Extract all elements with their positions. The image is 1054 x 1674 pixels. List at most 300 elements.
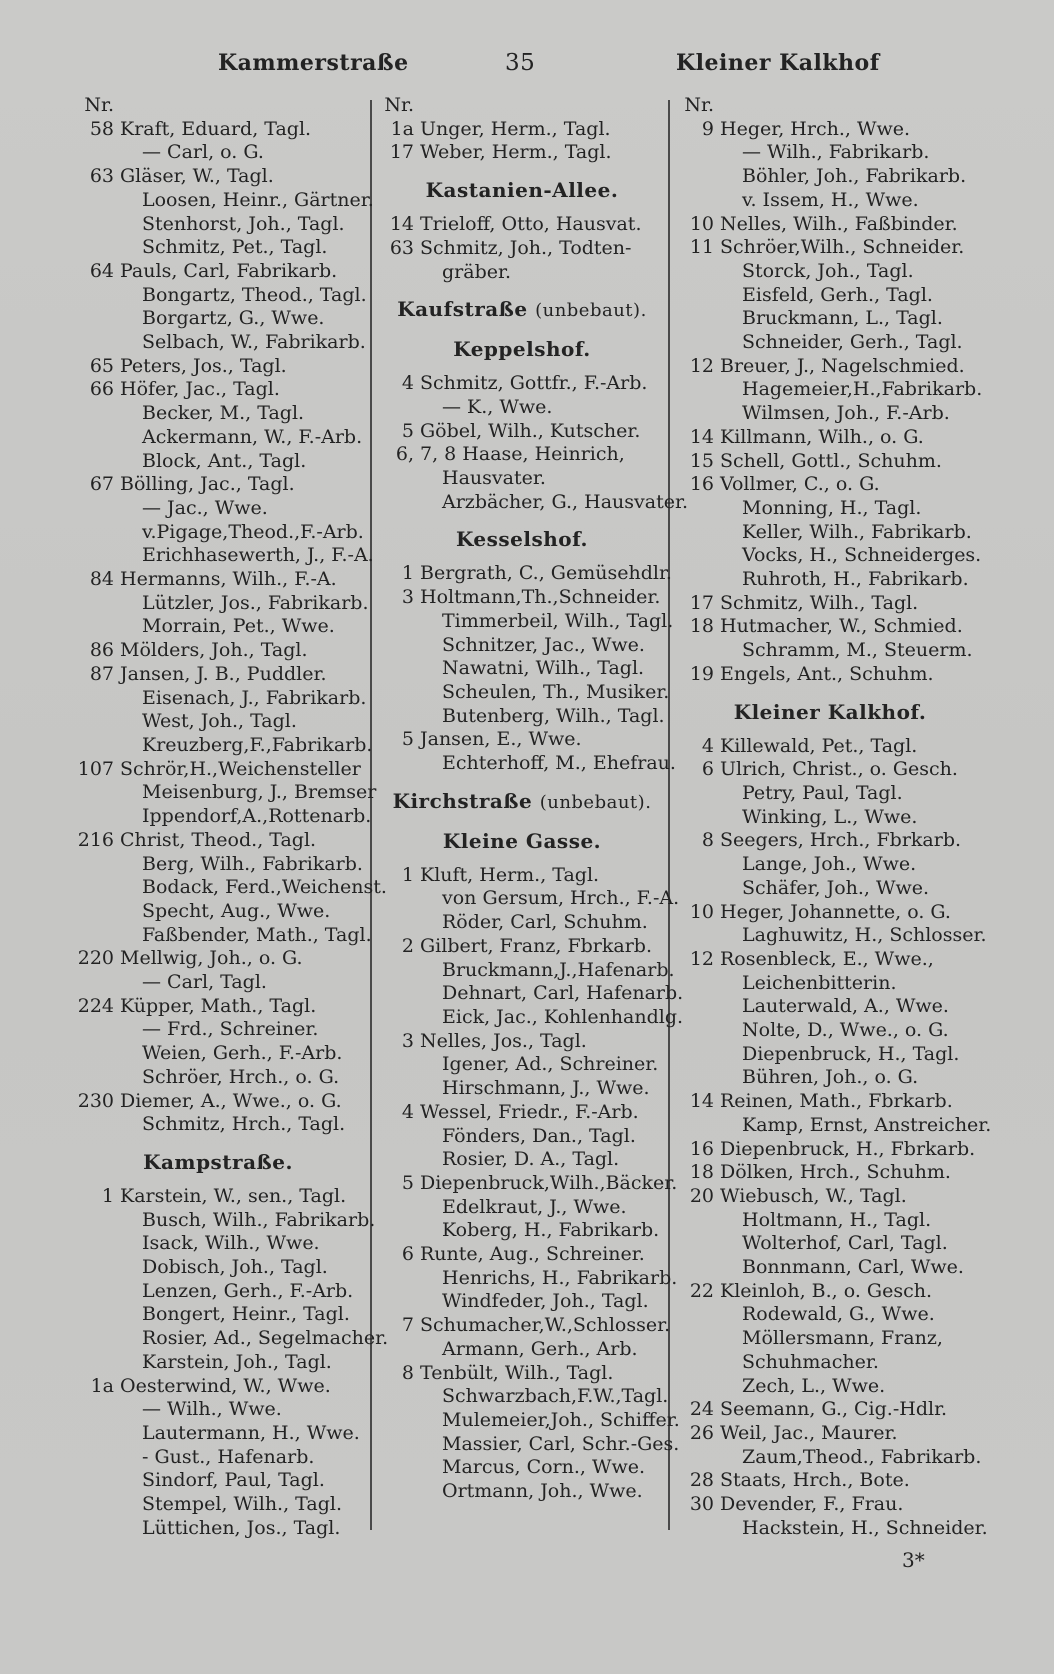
list-item [70, 1493, 366, 1517]
house-number [380, 1456, 420, 1480]
list-item [680, 1446, 980, 1470]
list-item [380, 1219, 664, 1243]
house-number: 64 [89, 259, 114, 282]
house-number [70, 1209, 120, 1233]
resident-entry: Bongert, Heinr., Tagl. [142, 1303, 350, 1326]
house-number: 18 [689, 615, 714, 638]
house-number: 84 [89, 568, 114, 591]
list-item [380, 728, 664, 752]
house-number: 14 [689, 425, 714, 448]
section-heading [380, 828, 664, 854]
section-title: Kleiner Kalkhof. [733, 699, 927, 724]
resident-entry: Lautermann, H., Wwe. [142, 1421, 360, 1444]
house-number: 6 [701, 758, 714, 781]
list-item [380, 1101, 664, 1125]
section-note: (unbebaut). [535, 300, 647, 322]
list-item [380, 864, 664, 888]
house-number: Nr. [384, 94, 414, 116]
house-number [380, 1006, 420, 1030]
house-number [680, 402, 720, 426]
resident-entry: Wilmsen, Joh., F.-Arb. [742, 402, 950, 425]
house-number [70, 1493, 120, 1517]
house-number: 1 [401, 562, 414, 585]
page-number: 35 [505, 50, 536, 76]
house-number [70, 924, 120, 948]
list-item [680, 355, 980, 379]
list-item [680, 972, 980, 996]
list-item [680, 426, 980, 450]
list-item [680, 307, 980, 331]
list-item [380, 420, 664, 444]
house-number [380, 261, 420, 285]
list-item [70, 355, 366, 379]
house-number [70, 497, 120, 521]
resident-entry: Nelles, Jos., Tagl. [420, 1029, 587, 1052]
house-number [70, 544, 120, 568]
house-number: 5 [401, 419, 414, 442]
list-item [70, 663, 366, 687]
resident-entry: Stenhorst, Joh., Tagl. [142, 212, 345, 235]
list-item [70, 378, 366, 402]
resident-entry: Arzbächer, G., Hausvater. [442, 490, 688, 513]
list-item [70, 307, 366, 331]
list-item [70, 118, 366, 142]
house-number: 4 [701, 734, 714, 757]
resident-entry: Edelkraut, J., Wwe. [442, 1195, 627, 1218]
list-item [680, 1280, 980, 1304]
resident-entry: 7, 8 Haase, Heinrich, [420, 443, 625, 466]
list-item [680, 1422, 980, 1446]
resident-entry: Schmitz, Gottfr., F.-Arb. [420, 372, 648, 395]
list-item [680, 1398, 980, 1422]
house-number: 216 [77, 828, 114, 851]
house-number: Nr. [684, 94, 714, 116]
resident-entry: Bergrath, C., Gemüsehdlr. [420, 562, 672, 585]
house-number [680, 1043, 720, 1067]
list-item [680, 901, 980, 925]
house-number: 5 [401, 728, 414, 751]
house-number: 9 [701, 117, 714, 140]
house-number [380, 396, 420, 420]
resident-entry: Rosenbleck, E., Wwe., [720, 947, 934, 970]
list-item [380, 887, 680, 911]
resident-entry: Wiebusch, W., Tagl. [720, 1184, 907, 1207]
column-3 [680, 94, 992, 1540]
section-heading [380, 296, 664, 324]
list-item [70, 1232, 366, 1256]
list-item [380, 118, 664, 142]
resident-entry: Hermanns, Wilh., F.-A. [120, 568, 337, 591]
resident-entry: Nawatni, Wilh., Tagl. [442, 657, 645, 680]
house-number: 58 [89, 117, 114, 140]
house-number: 14 [689, 1090, 714, 1113]
house-number [680, 378, 720, 402]
house-number [380, 657, 420, 681]
list-item [680, 331, 980, 355]
house-number: 6 [401, 1243, 414, 1266]
signature-mark: 3* [902, 1548, 925, 1572]
list-item [680, 521, 980, 545]
house-number [680, 1303, 720, 1327]
list-item [380, 1077, 664, 1101]
list-item [380, 1053, 664, 1077]
list-item [680, 663, 980, 687]
resident-entry [720, 94, 980, 118]
list-item [70, 1185, 366, 1209]
resident-entry: Dobisch, Joh., Tagl. [142, 1256, 328, 1279]
house-number: 67 [89, 473, 114, 496]
resident-entry: Erichhasewerth, J., F.-A. [142, 544, 374, 567]
resident-entry: Sindorf, Paul, Tagl. [142, 1469, 325, 1492]
resident-entry: Diemer, A., Wwe., o. G. [120, 1089, 342, 1112]
list-item [380, 372, 664, 396]
resident-entry: Echterhoff, M., Ehefrau. [442, 752, 676, 775]
house-number: 5 [401, 1171, 414, 1194]
list-item [680, 378, 983, 402]
list-item [380, 1196, 664, 1220]
list-item [70, 1398, 366, 1422]
list-item [680, 1232, 980, 1256]
resident-entry: Rosier, Ad., Segelmacher. [142, 1327, 389, 1350]
house-number [70, 141, 120, 165]
resident-entry: Schnitzer, Jac., Wwe. [442, 633, 645, 656]
list-item [380, 1432, 680, 1457]
list-item [70, 1280, 366, 1304]
house-number [380, 1053, 420, 1077]
list-item [680, 1256, 980, 1280]
house-number: 30 [689, 1493, 714, 1516]
list-item [680, 877, 980, 901]
house-number: 1a [390, 117, 414, 140]
list-item [380, 261, 664, 285]
house-number: 28 [689, 1469, 714, 1492]
house-number: 87 [89, 662, 114, 685]
house-number [70, 1066, 120, 1090]
list-item [70, 521, 366, 545]
resident-entry: Monning, H., Tagl. [742, 496, 922, 519]
house-number: 16 [689, 473, 714, 496]
list-item [70, 236, 366, 260]
resident-entry: Diepenbruck, H., Tagl. [742, 1042, 960, 1065]
resident-entry: Keller, Wilh., Fabrikarb. [742, 520, 972, 543]
house-number [680, 1351, 720, 1375]
list-item [70, 402, 366, 426]
list-item [380, 1171, 678, 1196]
resident-entry: von Gersum, Hrch., F.-A. [442, 887, 680, 910]
resident-entry: Karstein, W., sen., Tagl. [120, 1184, 347, 1207]
list-item [680, 497, 980, 521]
resident-entry: Lenzen, Gerh., F.-Arb. [142, 1279, 354, 1302]
list-item [380, 935, 664, 959]
house-number [70, 1446, 120, 1470]
resident-entry: Loosen, Heinr., Gärtner. [142, 188, 374, 211]
section-heading [380, 177, 664, 203]
house-number [70, 1303, 120, 1327]
resident-entry: Pauls, Carl, Fabrikarb. [120, 259, 338, 282]
list-item [380, 1290, 664, 1314]
list-item [70, 1018, 366, 1042]
house-number: 10 [689, 900, 714, 923]
resident-entry: v. Issem, H., Wwe. [742, 188, 919, 211]
house-number [380, 491, 420, 515]
list-item [680, 141, 980, 165]
house-number [680, 141, 720, 165]
list-item [380, 1408, 680, 1433]
resident-entry: Eisfeld, Gerh., Tagl. [742, 283, 933, 306]
house-number: 1a [90, 1374, 114, 1397]
resident-entry: Karstein, Joh., Tagl. [142, 1350, 332, 1373]
list-item [680, 165, 980, 189]
list-item [70, 615, 366, 639]
house-number: Nr. [84, 94, 114, 116]
list-item [380, 443, 664, 467]
list-item [680, 995, 980, 1019]
resident-entry: Vollmer, C., o. G. [720, 473, 880, 496]
resident-entry: Dehnart, Carl, Hafenarb. [442, 982, 684, 1005]
list-item [70, 639, 366, 663]
house-number [680, 995, 720, 1019]
list-item [680, 568, 980, 592]
list-item [70, 1351, 366, 1375]
resident-entry: Koberg, H., Fabrikarb. [442, 1219, 660, 1242]
resident-entry: Lange, Joh., Wwe. [742, 853, 917, 876]
resident-entry: — Wilh., Fabrikarb. [742, 141, 930, 164]
house-number [70, 710, 120, 734]
resident-entry: Diepenbruck,Wilh.,Bäcker. [420, 1171, 678, 1194]
list-item [70, 1327, 389, 1351]
house-number: 7 [401, 1314, 414, 1337]
list-item [380, 1385, 669, 1409]
resident-entry: Ruhroth, H., Fabrikarb. [742, 568, 969, 591]
list-item [680, 1019, 980, 1043]
list-item [680, 782, 980, 806]
house-number [70, 450, 120, 474]
house-number [380, 1290, 420, 1314]
resident-entry: Lauterwald, A., Wwe. [742, 995, 949, 1018]
resident-entry: Bodack, Ferd.,Weichenst. [142, 876, 387, 899]
resident-entry: Schuhmacher. [742, 1350, 879, 1373]
house-number [680, 497, 720, 521]
resident-entry: Schmitz, Wilh., Tagl. [720, 591, 919, 614]
house-number [70, 734, 120, 758]
resident-entry: Stempel, Wilh., Tagl. [142, 1493, 342, 1516]
list-item [70, 1375, 366, 1399]
list-item [380, 634, 664, 658]
resident-entry: Killewald, Pet., Tagl. [720, 734, 918, 757]
section-heading [680, 699, 980, 725]
house-number [680, 1517, 720, 1541]
list-item [380, 1005, 684, 1030]
list-item [380, 1243, 664, 1267]
resident-entry: Heger, Hrch., Wwe. [720, 117, 911, 140]
house-number: 20 [689, 1184, 714, 1207]
list-item [70, 544, 374, 568]
resident-entry: Weil, Jac., Maurer. [720, 1421, 898, 1444]
list-item [680, 189, 980, 213]
list-item [70, 473, 366, 497]
resident-entry: Henrichs, H., Fabrikarb. [442, 1266, 678, 1289]
house-number [70, 1256, 120, 1280]
list-item [380, 609, 674, 634]
house-number [680, 189, 720, 213]
resident-entry: Jansen, E., Wwe. [420, 728, 582, 751]
list-item [70, 94, 366, 118]
resident-entry: Ippendorf,A.,Rottenarb. [142, 805, 372, 828]
resident-entry: Leichenbitterin. [742, 971, 897, 994]
list-item [70, 1066, 366, 1090]
house-number [380, 1077, 420, 1101]
resident-entry: — Jac., Wwe. [142, 496, 268, 519]
resident-entry: Rodewald, G., Wwe. [742, 1303, 935, 1326]
resident-entry: Tenbült, Wilh., Tagl. [420, 1361, 614, 1384]
resident-entry: Igener, Ad., Schreiner. [442, 1053, 659, 1076]
house-number: 12 [689, 354, 714, 377]
list-item [70, 260, 366, 284]
house-number [680, 806, 720, 830]
header-left-street: Kammerstraße [218, 50, 409, 76]
resident-entry: Butenberg, Wilh., Tagl. [442, 704, 665, 727]
list-item [380, 958, 675, 983]
list-item [70, 450, 366, 474]
house-number: 65 [89, 354, 114, 377]
section-title: Kaufstraße [397, 297, 528, 322]
house-number [70, 284, 120, 308]
house-number: 26 [689, 1421, 714, 1444]
house-number [680, 165, 720, 189]
house-number [680, 782, 720, 806]
list-item [380, 1314, 671, 1338]
resident-entry: Schramm, M., Steuerm. [742, 639, 973, 662]
list-item [680, 213, 980, 237]
resident-entry: Schmitz, Pet., Tagl. [142, 236, 328, 259]
house-number [380, 1196, 420, 1220]
list-item [680, 1090, 980, 1114]
house-number [380, 1148, 420, 1172]
list-item [680, 94, 980, 118]
house-number [680, 1066, 720, 1090]
list-item [70, 710, 366, 734]
house-number [70, 1351, 120, 1375]
resident-entry: Schell, Gottl., Schuhm. [720, 449, 942, 472]
resident-entry: Rosier, D. A., Tagl. [442, 1148, 620, 1171]
resident-entry: Berg, Wilh., Fabrikarb. [142, 852, 363, 875]
page-header [0, 44, 1054, 84]
list-item [680, 615, 980, 639]
resident-entry: Timmerbeil, Wilh., Tagl. [442, 609, 674, 632]
house-number [380, 911, 420, 935]
house-number: 4 [401, 1100, 414, 1123]
resident-entry: Runte, Aug., Schreiner. [420, 1243, 645, 1266]
list-item [70, 805, 372, 829]
resident-entry: Laghuwitz, H., Schlosser. [742, 924, 987, 947]
list-item [70, 995, 366, 1019]
house-number [680, 1209, 720, 1233]
house-number: 3 [401, 586, 414, 609]
list-item [70, 853, 366, 877]
list-item [70, 284, 366, 308]
section-title: Kleine Gasse. [442, 828, 602, 853]
resident-entry: Storck, Joh., Tagl. [742, 259, 914, 282]
resident-entry: Reinen, Math., Fbrkarb. [720, 1090, 953, 1113]
resident-entry: — Carl, o. G. [142, 141, 264, 164]
house-number [680, 521, 720, 545]
resident-entry: Wessel, Friedr., F.-Arb. [420, 1100, 639, 1123]
list-item [70, 1090, 366, 1114]
resident-entry: Morrain, Pet., Wwe. [142, 615, 335, 638]
list-item [70, 213, 366, 237]
house-number [380, 1409, 420, 1433]
house-number: 63 [89, 165, 114, 188]
resident-entry: Meisenburg, J., Bremser [142, 781, 377, 804]
list-item [680, 1209, 980, 1233]
list-item [70, 1113, 366, 1137]
resident-entry: Hackstein, H., Schneider. [742, 1516, 988, 1539]
house-number: 16 [689, 1137, 714, 1160]
house-number [680, 1446, 720, 1470]
list-item [70, 923, 372, 948]
resident-entry: Böhler, Joh., Fabrikarb. [742, 165, 967, 188]
section-heading [70, 1149, 366, 1175]
resident-entry: Specht, Aug., Wwe. [142, 899, 331, 922]
house-number: 230 [77, 1089, 114, 1112]
resident-entry: Becker, M., Tagl. [142, 402, 305, 425]
house-number: 17 [689, 591, 714, 614]
list-item [380, 141, 664, 165]
resident-entry: Dölken, Hrch., Schuhm. [720, 1161, 951, 1184]
resident-entry: Busch, Wilh., Fabrikarb. [142, 1208, 376, 1231]
house-number [380, 752, 420, 776]
resident-entry: Wolterhof, Carl, Tagl. [742, 1232, 948, 1255]
resident-entry: Mellwig, Joh., o. G. [120, 947, 303, 970]
house-number [680, 639, 720, 663]
list-item [680, 1351, 980, 1375]
house-number: 17 [389, 141, 414, 164]
house-number [680, 260, 720, 284]
house-number [70, 189, 120, 213]
resident-entry: Weien, Gerh., F.-Arb. [142, 1042, 343, 1065]
house-number: 14 [389, 213, 414, 236]
list-item [380, 1362, 664, 1386]
resident-entry: Bongartz, Theod., Tagl. [142, 283, 367, 306]
resident-entry: gräber. [442, 260, 512, 283]
list-item [380, 94, 664, 118]
resident-entry: — Carl, Tagl. [142, 971, 267, 994]
list-item [380, 1338, 664, 1362]
list-item [70, 568, 366, 592]
house-number [70, 876, 120, 900]
house-number [70, 805, 120, 829]
list-item [70, 331, 366, 355]
house-number [70, 213, 120, 237]
list-item [680, 806, 980, 830]
resident-entry: Weber, Herm., Tagl. [420, 141, 612, 164]
house-number: 3 [401, 1029, 414, 1052]
house-number [380, 467, 420, 491]
resident-entry: Möllersmann, Franz, [742, 1327, 943, 1350]
house-number: 12 [689, 947, 714, 970]
resident-entry: - Gust., Hafenarb. [142, 1445, 315, 1468]
section-title: Kesselshof. [455, 527, 588, 552]
list-item [680, 1138, 980, 1162]
list-item [680, 1066, 980, 1090]
house-number [70, 402, 120, 426]
house-number: 220 [77, 947, 114, 970]
house-number [680, 1375, 720, 1399]
list-item [380, 1266, 678, 1291]
resident-entry: Devender, F., Frau. [720, 1493, 904, 1516]
list-item [680, 1303, 980, 1327]
resident-entry: Gilbert, Franz, Fbrkarb. [420, 934, 653, 957]
